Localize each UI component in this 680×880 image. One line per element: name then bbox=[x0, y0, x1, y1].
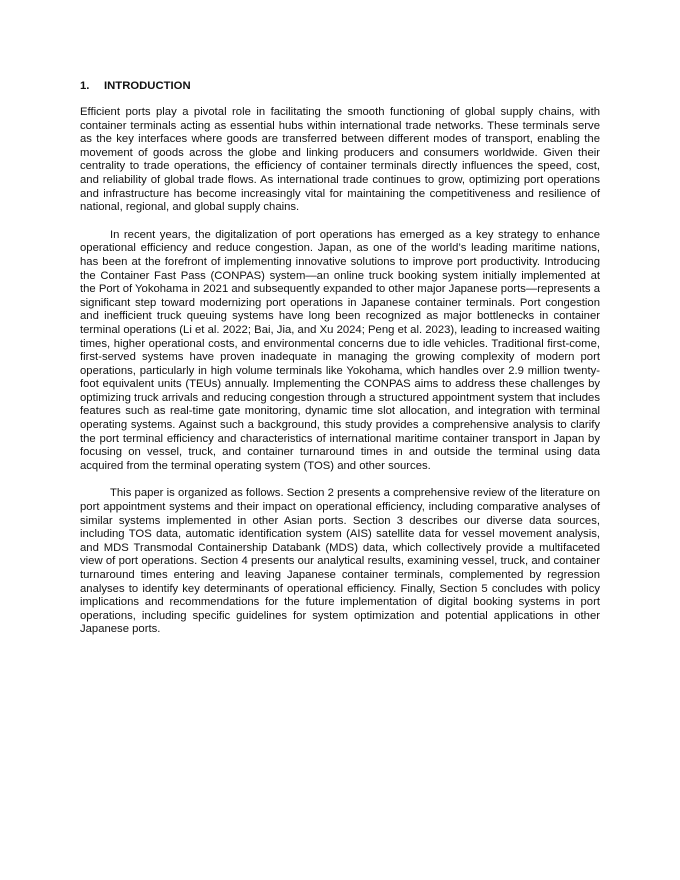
introduction-section bbox=[80, 79, 600, 637]
section-title: INTRODUCTION bbox=[104, 80, 191, 92]
paragraph-1: Efficient ports play a pivotal role in facilitating the smooth functioning of global supply chains, with container terminals acting as essential hubs within international trade networks. These terminals serve as the key interfaces where goods are transferred between different modes of transport, enabling the movement of goods across the globe and linking producers and consumers worldwide. Given their centrality to trade operations, the efficiency of container terminals directly influences the speed, cost, and reliability of global trade flows. As international trade continues to grow, optimizing port operations and infrastructure has become increasingly vital for maintaining the competitiveness and resilience of national, regional, and global supply chains. bbox=[80, 106, 600, 214]
paragraph-2: In recent years, the digitalization of port operations has emerged as a key strategy to enhance operational efficiency and reduce congestion. Japan, as one of the world’s leading maritime nations, has been at the forefront of implementing innovative solutions to improve port productivity. Introducing the Container Fast Pass (CONPAS) system—an online truck booking system initially implemented at the Port of Yokohama in 2021 and subsequently expanded to other major Japanese ports—represents a significant step toward modernizing port operations in Japanese container terminals. Port congestion and inefficient truck queuing systems have long been recognized as major bottlenecks in container terminal operations (Li et al. 2022; Bai, Jia, and Xu 2024; Peng et al. 2023), leading to increased waiting times, higher operational costs, and environmental concerns due to idle vehicles. Traditional first-come, first-served systems have proven inadequate in managing the growing complexity of modern port operations, particularly in high volume terminals like Yokohama, which handles over 2.9 million twenty-foot equivalent units (TEUs) annually. Implementing the CONPAS aims to address these challenges by optimizing truck arrivals and reducing congestion through a structured appointment system that includes features such as real-time gate monitoring, dynamic time slot allocation, and integration with terminal operating systems. Against such a background, this study provides a comprehensive analysis to clarify the port terminal efficiency and characteristics of international maritime container transport in Japan by focusing on vessel, truck, and container turnaround times in and outside the terminal using data acquired from the terminal operating system (TOS) and other sources. bbox=[80, 228, 601, 472]
paragraph-3: This paper is organized as follows. Section 2 presents a comprehensive review of the literature on port appointment systems and their impact on operational efficiency, including comparative analyses of similar systems implemented in other Asian ports. Section 3 describes our diverse data sources, including TOS data, automatic identification system (AIS) satellite data for vessel movement analysis, and MDS Transmodal Containership Databank (MDS) data, which collectively provide a multifaceted view of port operations. Section 4 presents our analytical results, examining vessel, truck, and container turnaround times entering and leaving Japanese container terminals, complemented by regression analyses to identify key determinants of operational efficiency. Finally, Section 5 concludes with policy implications and recommendations for the future implementation of digital booking systems in port operations, including specific guidelines for system optimization and potential applications in other Japanese ports. bbox=[80, 487, 600, 636]
section-heading bbox=[80, 79, 600, 93]
section-number: 1. bbox=[80, 80, 90, 92]
